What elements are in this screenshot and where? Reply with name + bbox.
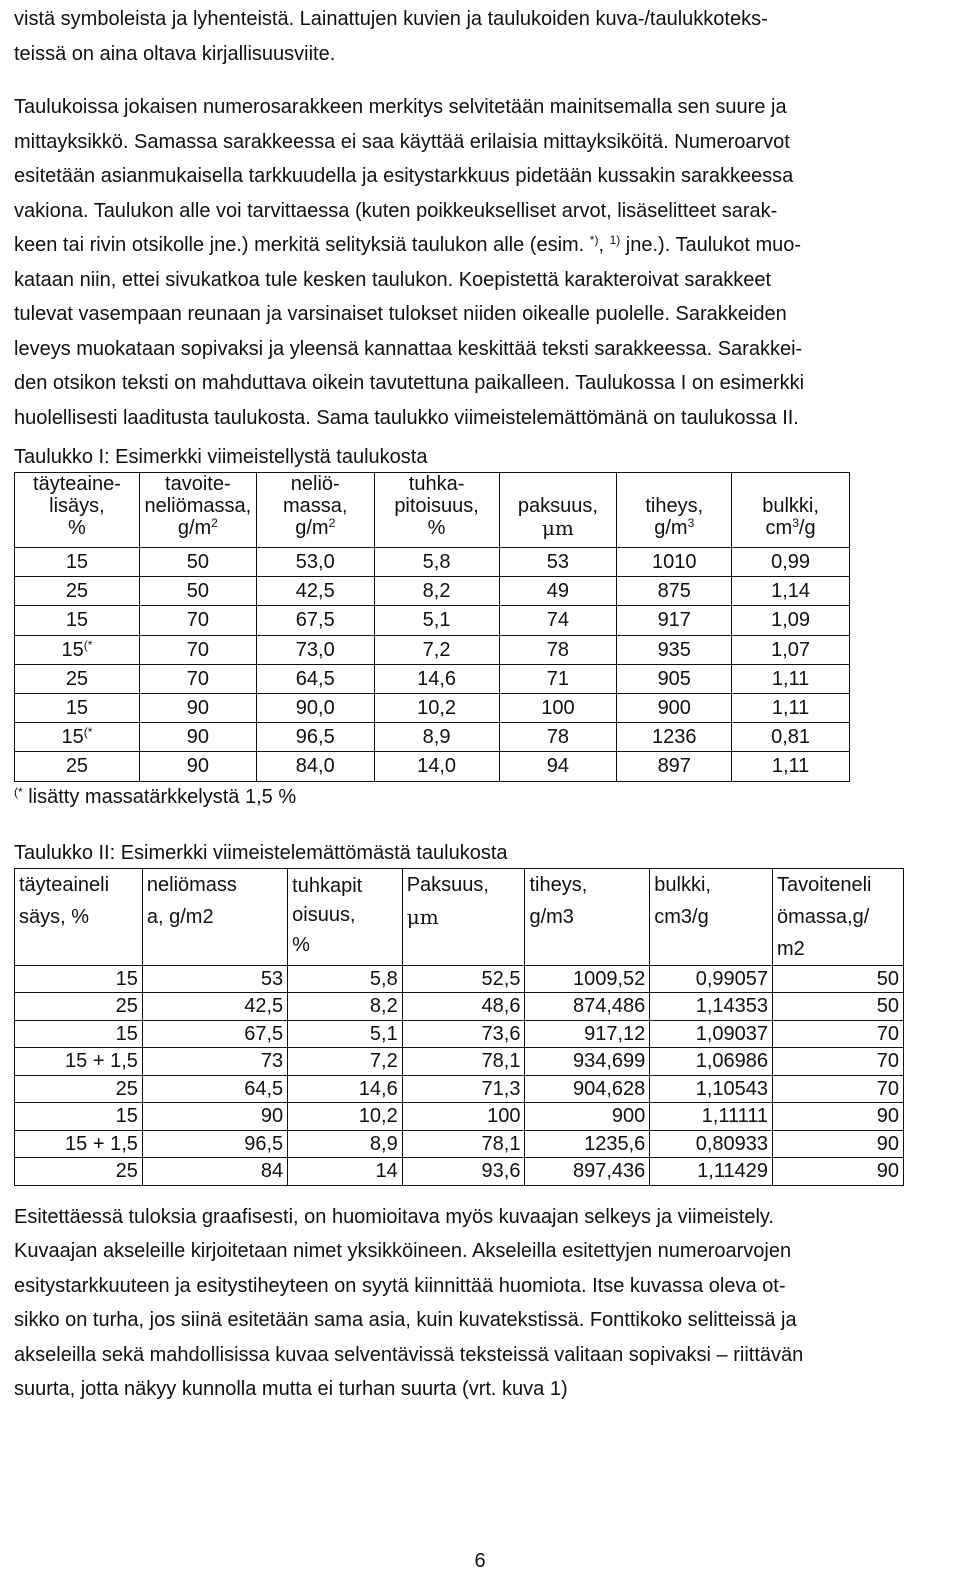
- table2-cell: 15: [15, 965, 143, 993]
- table2-cell: 78,1: [402, 1048, 525, 1076]
- table1-cell: 70: [139, 635, 256, 664]
- table2-header-grammage: neliömass a, g/m2: [142, 868, 287, 965]
- table1-cell: 905: [617, 664, 732, 693]
- table1-cell: 875: [617, 577, 732, 606]
- table2-cell: 90: [142, 1103, 287, 1131]
- graphs-guidance-paragraph: [14, 1200, 949, 1407]
- table2-cell: 70: [773, 1075, 904, 1103]
- table2-cell: 5,1: [288, 1020, 403, 1048]
- table1-cell: 900: [617, 693, 732, 722]
- table2-header-target-grammage: Tavoiteneli ömassa,g/ m2: [773, 868, 904, 965]
- table1-cell: 96,5: [256, 723, 374, 752]
- table2-cell: 904,628: [525, 1075, 650, 1103]
- table2-cell: 96,5: [142, 1130, 287, 1158]
- table1-cell: 49: [499, 577, 617, 606]
- table1-cell: 90: [139, 723, 256, 752]
- table2-cell: 15: [15, 1020, 143, 1048]
- footnote-mark: (*: [83, 725, 93, 740]
- table1-cell: 64,5: [256, 664, 374, 693]
- table1-row: [15, 752, 850, 781]
- table2-cell: 874,486: [525, 993, 650, 1021]
- table1-cell: 53: [499, 548, 617, 577]
- table1-header-filler: täyteaine- lisäys, %: [15, 473, 140, 548]
- table2-cell: 25: [15, 1158, 143, 1186]
- table1-cell: 15: [15, 693, 140, 722]
- intro-paragraph: [14, 0, 949, 69]
- table2-cell: 73,6: [402, 1020, 525, 1048]
- footnote-mark-example: 1): [609, 233, 621, 247]
- text-line: Kuvaajan akseleille kirjoitetaan nimet yksikköineen. Akseleilla esitettyjen numeroarvojen: [14, 1240, 792, 1262]
- table1-cell: 50: [139, 548, 256, 577]
- text-line: esitystarkkuuteen ja esitystiheyteen on syytä kiinnittää huomiota. Itse kuvassa oleva ot-: [14, 1274, 786, 1297]
- table1-row: [15, 635, 850, 664]
- page-number: 6: [474, 1550, 486, 1572]
- table1-cell: 78: [499, 723, 617, 752]
- text-line: huolellisesti laaditusta taulukosta. Sama taulukko viimeistelemättömänä on taulukossa II.: [14, 406, 799, 429]
- table1-cell: 5,1: [374, 606, 499, 635]
- table1-cell: 14,6: [374, 664, 499, 693]
- table2-cell: 15 + 1,5: [15, 1048, 143, 1076]
- table2-cell: 934,699: [525, 1048, 650, 1076]
- table1-header-bulk: bulkki, $cm^3/g$: [732, 473, 850, 548]
- table1-header-ash: tuhka- pitoisuus, %: [374, 473, 499, 548]
- table1-cell: 25: [15, 577, 140, 606]
- table2-cell: 897,436: [525, 1158, 650, 1186]
- table2-cell: 78,1: [402, 1130, 525, 1158]
- footnote-mark: (*: [14, 784, 23, 799]
- table1-cell: 8,9: [374, 723, 499, 752]
- table1-cell: 71: [499, 664, 617, 693]
- table1-row: [15, 723, 850, 752]
- table2-cell: 64,5: [142, 1075, 287, 1103]
- table2-cell: 42,5: [142, 993, 287, 1021]
- table2-cell: 14: [288, 1158, 403, 1186]
- table2-cell: 0,80933: [650, 1130, 773, 1158]
- table1-row: [15, 577, 850, 606]
- table2-cell: 1,06986: [650, 1048, 773, 1076]
- table1-cell: 8,2: [374, 577, 499, 606]
- table2-cell: 25: [15, 1075, 143, 1103]
- table2-cell: 0,99057: [650, 965, 773, 993]
- table1-cell: 53,0: [256, 548, 374, 577]
- text-line: teissä on aina oltava kirjallisuusviite.: [14, 42, 336, 65]
- table2: [14, 868, 904, 1186]
- table2-cell: 50: [773, 965, 904, 993]
- table1-cell: 70: [139, 606, 256, 635]
- text-line: Taulukoissa jokaisen numerosarakkeen merkitys selvitetään mainitsemalla sen suure ja: [14, 96, 787, 118]
- table2-cell: 70: [773, 1020, 904, 1048]
- table2-cell: 93,6: [402, 1158, 525, 1186]
- table2-cell: 1,09037: [650, 1020, 773, 1048]
- table1-cell: 0,99: [732, 548, 850, 577]
- table2-cell: 5,8: [288, 965, 403, 993]
- table1-cell: 74: [499, 606, 617, 635]
- table2-cell: 100: [402, 1103, 525, 1131]
- text-line: akseleilla sekä mahdollisissa kuvaa selventävissä teksteissä valitaan sopivaksi – riittävän: [14, 1343, 804, 1366]
- table1-cell: 10,2: [374, 693, 499, 722]
- table1-cell: 90: [139, 752, 256, 781]
- table2-row: [15, 1103, 904, 1131]
- table2-cell: 90: [773, 1130, 904, 1158]
- table1-row: [15, 548, 850, 577]
- table1-cell: 67,5: [256, 606, 374, 635]
- table1-cell: 70: [139, 664, 256, 693]
- table2-cell: 1009,52: [525, 965, 650, 993]
- table1-cell: 25: [15, 752, 140, 781]
- table2-cell: 70: [773, 1048, 904, 1076]
- table1-cell: 15(*: [15, 723, 140, 752]
- table2-row: [15, 965, 904, 993]
- table2-cell: 900: [525, 1103, 650, 1131]
- table1-cell: 1,11: [732, 664, 850, 693]
- text-line: Esitettäessä tuloksia graafisesti, on huomioitava myös kuvaajan selkeys ja viimeistely.: [14, 1205, 774, 1228]
- table2-cell: 48,6: [402, 993, 525, 1021]
- table2-cell: 90: [773, 1158, 904, 1186]
- tables-guidance-paragraph: [14, 90, 949, 435]
- table2-row: [15, 1130, 904, 1158]
- table2-header-filler: täyteaineli säys, %: [15, 868, 143, 965]
- table2-cell: 8,2: [288, 993, 403, 1021]
- table1: [14, 472, 850, 782]
- table2-row: [15, 1020, 904, 1048]
- text-line: vistä symboleista ja lyhenteistä. Lainattujen kuvien ja taulukoiden kuva-/taulukkoteks-: [14, 8, 768, 30]
- text-line: kataan niin, ettei sivukatkoa tule kesken taulukon. Koepistettä karakteroivat sarakkeet: [14, 268, 772, 291]
- table1-cell: 1,14: [732, 577, 850, 606]
- table1-cell: 73,0: [256, 635, 374, 664]
- table2-cell: 917,12: [525, 1020, 650, 1048]
- table1-cell: 0,81: [732, 723, 850, 752]
- table2-header-density: tiheys, g/m3: [525, 868, 650, 965]
- table1-cell: 100: [499, 693, 617, 722]
- text-line: tulevat vasempaan reunaan ja varsinaiset tulokset niiden oikealle puolelle. Sarakkeiden: [14, 303, 787, 325]
- text-line: mittayksikkö. Samassa sarakkeessa ei saa käyttää erilaisia mittayksiköitä. Numeroarvot: [14, 130, 790, 153]
- table1-cell: 1,07: [732, 635, 850, 664]
- table1-cell: 7,2: [374, 635, 499, 664]
- table2-row: [15, 1158, 904, 1186]
- table1-cell: 78: [499, 635, 617, 664]
- footnote-mark-example: *): [589, 233, 599, 247]
- table2-header-row: [15, 868, 904, 965]
- table1-cell: 897: [617, 752, 732, 781]
- table2-cell: 7,2: [288, 1048, 403, 1076]
- table1-cell: 1,11: [732, 752, 850, 781]
- table2-cell: 15: [15, 1103, 143, 1131]
- table2-cell: 50: [773, 993, 904, 1021]
- footnote-mark: (*: [83, 637, 93, 652]
- text-span: keen tai rivin otsikolle jne.) merkitä selityksiä taulukon alle (esim.: [14, 234, 590, 256]
- table1-cell: 90,0: [256, 693, 374, 722]
- table1-cell: 50: [139, 577, 256, 606]
- table2-cell: 1,11429: [650, 1158, 773, 1186]
- table1-cell: 25: [15, 664, 140, 693]
- text-span: jne.). Taulukot muo-: [620, 234, 802, 256]
- table1-cell: 1010: [617, 548, 732, 577]
- table1-cell: 1,11: [732, 693, 850, 722]
- table2-cell: 15 + 1,5: [15, 1130, 143, 1158]
- table2-cell: 25: [15, 993, 143, 1021]
- table2-cell: 71,3: [402, 1075, 525, 1103]
- text-line: leveys muokataan sopivaksi ja yleensä kannattaa keskittää teksti sarakkeessa. Sarakkei-: [14, 337, 803, 360]
- table2-cell: 10,2: [288, 1103, 403, 1131]
- table1-header-target-grammage: tavoite- neliömassa, $g/m^2$: [139, 473, 256, 548]
- table2-header-thickness: Paksuus, μm: [402, 868, 525, 965]
- text-line: sikko on turha, jos siinä esitetään sama asia, kuin kuvatekstissä. Fonttikoko selitteissä ja: [14, 1309, 797, 1331]
- text-line: suurta, jotta näkyy kunnolla mutta ei turhan suurta (vrt. kuva 1): [14, 1378, 568, 1400]
- table1-cell: 15: [15, 548, 140, 577]
- table1-cell: 1,09: [732, 606, 850, 635]
- table2-header-bulk: bulkki, cm3/g: [650, 868, 773, 965]
- text-line: [14, 228, 949, 263]
- table1-cell: 90: [139, 693, 256, 722]
- table2-cell: 14,6: [288, 1075, 403, 1103]
- table1-caption: Taulukko I: Esimerkki viimeistellystä taulukosta: [14, 446, 428, 468]
- table1-cell: 94: [499, 752, 617, 781]
- table1-cell: 935: [617, 635, 732, 664]
- table1-header-density: tiheys, $g/m^3$: [617, 473, 732, 548]
- table1-header-row: [15, 473, 850, 548]
- table2-cell: 67,5: [142, 1020, 287, 1048]
- table2-row: [15, 993, 904, 1021]
- table2-cell: 90: [773, 1103, 904, 1131]
- table1-cell: 15: [15, 606, 140, 635]
- table2-row: [15, 1075, 904, 1103]
- table1-row: [15, 606, 850, 635]
- table1-cell: 42,5: [256, 577, 374, 606]
- table1-cell: 1236: [617, 723, 732, 752]
- table2-caption: Taulukko II: Esimerkki viimeistelemättömästä taulukosta: [14, 841, 508, 864]
- table2-cell: 1235,6: [525, 1130, 650, 1158]
- text-span: ,: [598, 234, 610, 256]
- footnote-text: lisätty massatärkkelystä 1,5 %: [22, 785, 297, 808]
- table1-cell: 15(*: [15, 635, 140, 664]
- table2-cell: 53: [142, 965, 287, 993]
- document-page: [14, 0, 949, 1407]
- table1-cell: 5,8: [374, 548, 499, 577]
- table2-row: [15, 1048, 904, 1076]
- table1-header-grammage: neliö- massa, $g/m^2$: [256, 473, 374, 548]
- table2-cell: 73: [142, 1048, 287, 1076]
- table2-cell: 1,10543: [650, 1075, 773, 1103]
- table1-footnote: [14, 784, 949, 810]
- table2-header-ash: tuhkapit oisuus, %: [288, 868, 403, 965]
- table1-row: [15, 693, 850, 722]
- table1-row: [15, 664, 850, 693]
- table2-cell: 1,11111: [650, 1103, 773, 1131]
- table1-cell: 84,0: [256, 752, 374, 781]
- table1-cell: 14,0: [374, 752, 499, 781]
- text-line: den otsikon teksti on mahduttava oikein tavutettuna paikalleen. Taulukossa I on esimerkki: [14, 372, 805, 394]
- table1-cell: 917: [617, 606, 732, 635]
- table2-cell: 8,9: [288, 1130, 403, 1158]
- text-line: esitetään asianmukaisella tarkkuudella ja esitystarkkuus pidetään kussakin sarakkeessa: [14, 165, 794, 187]
- text-line: vakiona. Taulukon alle voi tarvittaessa (kuten poikkeukselliset arvot, lisäselitteet sarak-: [14, 199, 778, 222]
- table2-cell: 1,14353: [650, 993, 773, 1021]
- table2-cell: 84: [142, 1158, 287, 1186]
- table2-cell: 52,5: [402, 965, 525, 993]
- table1-header-thickness: paksuus, μm: [499, 473, 617, 548]
